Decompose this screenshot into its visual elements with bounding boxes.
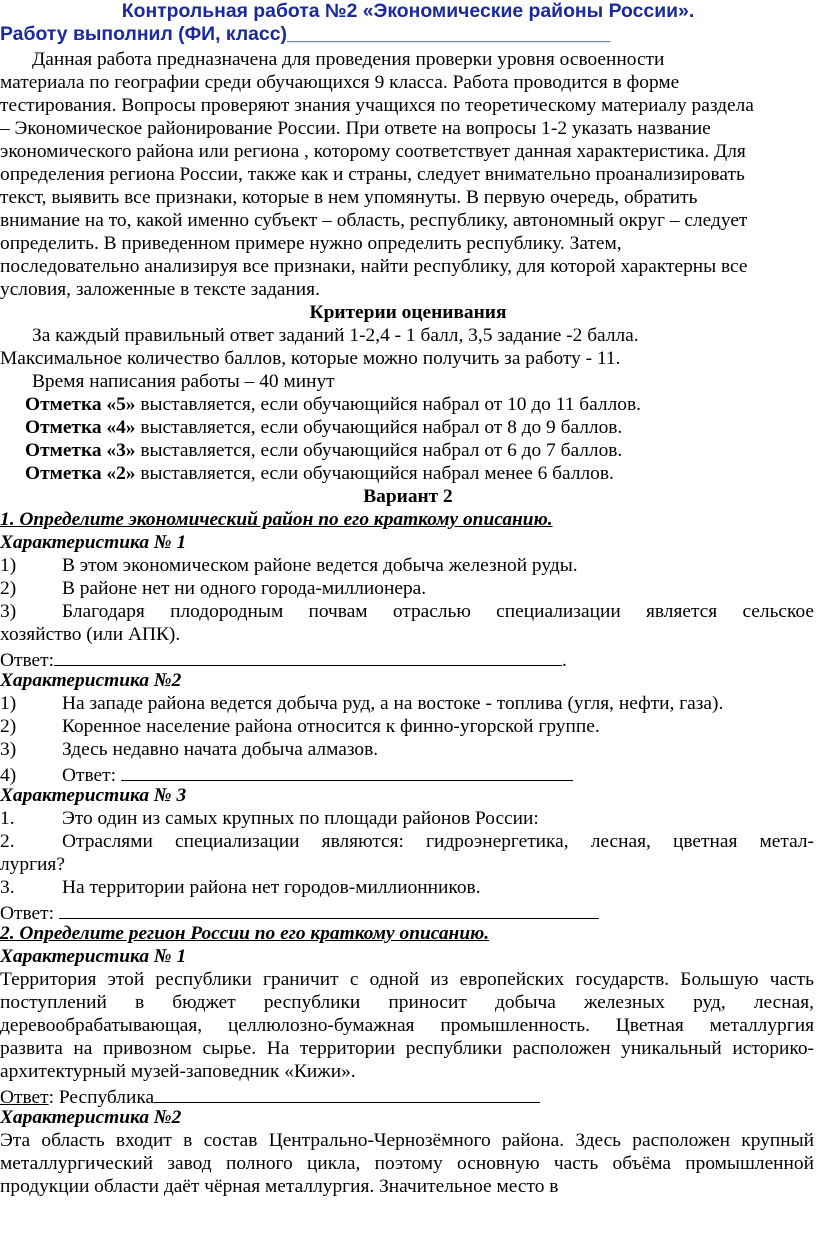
task1-char1-title: Характеристика № 1	[0, 532, 187, 553]
intro-line: условия, заложенные в тексте задания.	[0, 279, 320, 300]
grade-mark: Отметка «5»	[25, 394, 136, 415]
list-item: 1. Это один из самых крупных по площади районов России:	[0, 808, 539, 829]
grade-text: выставляется, если обучающийся набрал от 8 до 9 баллов.	[135, 417, 623, 438]
grade-line	[25, 393, 641, 416]
list-item: 1) На западе района ведется добыча руд, а на востоке - топлива (угля, нефти, газа).	[0, 693, 724, 714]
list-item: 2. Отраслями специализации являются: гидроэнергетика, лесная, цветная метал-	[0, 831, 814, 852]
document-title: Контрольная работа №2 «Экономические районы России».	[121, 0, 695, 22]
task2-heading: 2. Определите регион России по его краткому описанию.	[0, 923, 490, 944]
paragraph-line: поступлений в бюджет республики приносит добыча железных руд, лесная,	[0, 992, 814, 1013]
list-item: 2) Коренное население района относится к финно-угорской группе.	[0, 716, 600, 737]
paragraph-line: архитектурный музей-заповедник «Кижи».	[0, 1061, 356, 1082]
list-item-cont: лургия?	[0, 854, 65, 875]
intro-line: – Экономическое районирование России. При ответе на вопросы 1-2 указать название	[0, 118, 711, 139]
answer-line: Ответ:	[0, 899, 599, 925]
task2-char2-title: Характеристика №2	[0, 1107, 182, 1128]
criteria-heading: Критерии оценивания	[309, 302, 507, 323]
answer-line: 4) Ответ:	[0, 761, 573, 787]
grade-line	[25, 462, 614, 485]
answer-input[interactable]	[154, 1083, 540, 1103]
intro-line: определить. В приведенном примере нужно определить республику. Затем,	[0, 233, 622, 254]
list-item: 3. На территории района нет городов-миллионников.	[0, 877, 481, 898]
grade-mark: Отметка «2»	[25, 463, 136, 484]
grade-mark: Отметка «4»	[25, 417, 136, 438]
criteria-line: За каждый правильный ответ заданий 1-2,4 - 1 балл, 3,5 задание -2 балла.	[32, 325, 639, 346]
criteria-line: Максимальное количество баллов, которые можно получить за работу - 11.	[0, 348, 621, 369]
task1-char2-title: Характеристика №2	[0, 670, 182, 691]
intro-line: тестирования. Вопросы проверяют знания учащихся по теоретическому материалу раздела	[0, 95, 754, 116]
intro-line: текст, выявить все признаки, которые в нем упомянуты. В первую очередь, обратить	[0, 187, 698, 208]
paragraph-line: Эта область входит в состав Центрально-Чернозёмного района. Здесь расположен крупный	[0, 1130, 814, 1151]
paragraph-line: металлургический завод полного цикла, поэтому основную часть объёма промышленной	[0, 1153, 814, 1174]
answer-input[interactable]	[59, 899, 599, 919]
grade-mark: Отметка «3»	[25, 440, 136, 461]
intro-line: экономического района или региона , которому соответствует данная характеристика. Для	[0, 141, 746, 162]
criteria-line: Время написания работы – 40 минут	[32, 371, 335, 392]
list-item-cont: хозяйство (или АПК).	[0, 624, 181, 645]
paragraph-line: деревообрабатывающая, целлюлозно-бумажная промышленность. Цветная металлургия	[0, 1015, 814, 1036]
intro-line: определения региона России, также как и страны, следует внимательно проанализировать	[0, 164, 745, 185]
list-item: 3) Благодаря плодородным почвам отраслью специализации является сельское	[0, 601, 814, 622]
paragraph-line: продукции области даёт чёрная металлургия. Значительное место в	[0, 1176, 559, 1197]
intro-line: Данная работа предназначена для проведения проверки уровня освоенности	[32, 49, 665, 70]
task2-char1-title: Характеристика № 1	[0, 946, 187, 967]
answer-line: Ответ: Республика	[0, 1083, 540, 1109]
answer-line: Ответ: .	[0, 646, 567, 672]
list-item: 3) Здесь недавно начата добыча алмазов.	[0, 739, 379, 760]
intro-line: внимание на то, какой именно субъект – область, республику, автономный округ – следует	[0, 210, 748, 231]
intro-line: последовательно анализируя все признаки, найти республику, для которой характерны все	[0, 256, 748, 277]
paragraph-line: Территория этой республики граничит с одной из европейских государств. Большую часть	[0, 969, 814, 990]
intro-line: материала по географии среди обучающихся 9 класса. Работа проводится в форме	[0, 72, 680, 93]
paragraph-line: развита на привозном сырье. На территории республики расположен уникальный историко-	[0, 1038, 814, 1059]
grade-line	[25, 439, 622, 462]
grade-line	[25, 416, 622, 439]
task1-char3-title: Характеристика № 3	[0, 785, 187, 806]
list-item: 1) В этом экономическом районе ведется добыча железной руды.	[0, 555, 578, 576]
author-line: Работу выполнил (ФИ, класс)______________________________	[0, 23, 611, 45]
variant-heading: Вариант 2	[363, 486, 453, 507]
grade-text: выставляется, если обучающийся набрал от 6 до 7 баллов.	[135, 440, 623, 461]
grade-text: выставляется, если обучающийся набрал от 10 до 11 баллов.	[135, 394, 641, 415]
list-item: 2) В районе нет ни одного города-миллионера.	[0, 578, 427, 599]
answer-input[interactable]	[121, 761, 573, 781]
grade-text: выставляется, если обучающийся набрал менее 6 баллов.	[135, 463, 614, 484]
task1-heading: 1. Определите экономический район по его краткому описанию.	[0, 509, 553, 530]
answer-input[interactable]	[54, 646, 562, 666]
